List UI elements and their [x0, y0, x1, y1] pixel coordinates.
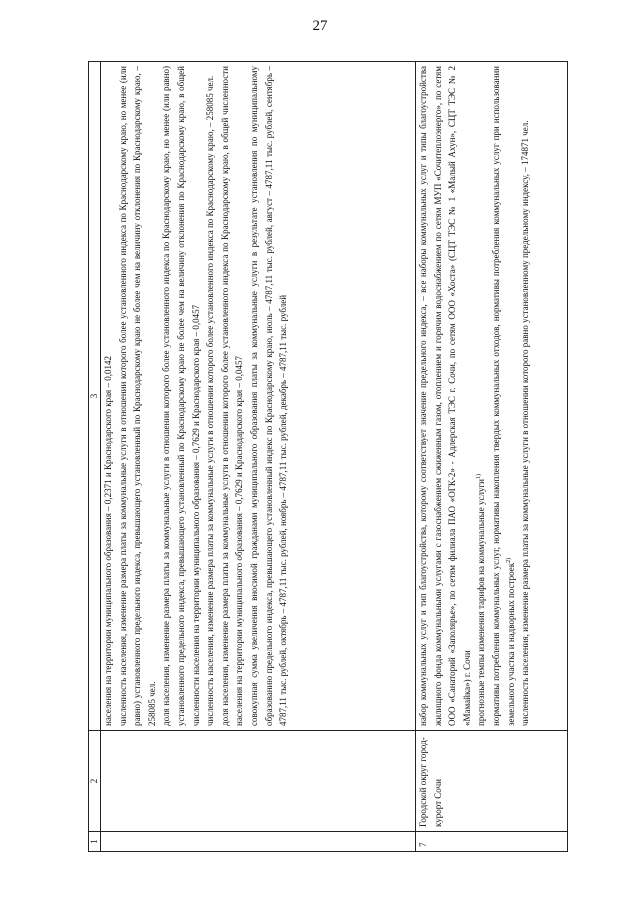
paragraph: доля населения, изменение размера платы за коммунальные услуги в отношении которого более установленного индекса по Краснодарскому краю, но менее (или равно) установленного предельного индекса, превышающего установленный по Краснодарскому краю не более чем на величину отклонения по Краснодарскому краю, в общей численности населения на территории муниципального образования – 0,7629 и Краснодарского края – 0,0457 — [161, 66, 201, 726]
paragraph — [474, 66, 489, 726]
data-table — [88, 61, 568, 852]
paragraph: численность населения, изменение размера платы за коммунальные услуги в отношении которого более установленного индекса по Краснодарскому краю, но менее (или равно) установленного предельного индекса, превышающего установленный по Краснодарскому краю не более чем на величину отклонения по Краснодарскому краю, – 258085 чел. — [117, 66, 157, 726]
footnote-marker: 2) — [505, 557, 512, 563]
header-col-indicators: 3 — [89, 62, 101, 731]
territory-cell: Городской округ город-курорт Сочи — [416, 731, 568, 832]
rotated-table-wrapper — [88, 62, 568, 852]
header-col-territory: 2 — [89, 731, 101, 832]
paragraph-text: нормативы потребления коммунальных услуг, нормативы накопления твердых коммунальных отходов, нормативы потребления коммунальных услуг при использовании земельного участка и надворных построек — [490, 66, 516, 726]
paragraph: доля населения, изменение размера платы за коммунальные услуги в отношении которого более установленного индекса по Краснодарскому краю, в общей численности населения на территории муниципального образования – 0,7629 и Краснодарского края – 0,0457 — [219, 66, 245, 726]
paragraph-text: прогнозные темпы изменения тарифов на коммунальные услуги — [476, 479, 487, 726]
row-number-cell — [101, 832, 416, 852]
indicators-cell — [416, 62, 568, 731]
paragraph: населения на территории муниципального образования – 0,2371 и Краснодарского края – 0,0142 — [103, 356, 113, 726]
row-number-cell: 7 — [416, 832, 568, 852]
table-row — [416, 62, 568, 852]
header-col-number: 1 — [89, 832, 101, 852]
paragraph: численность населения, изменение размера платы за коммунальные услуги в отношении которого более установленного индекса по Краснодарскому краю, – 258085 чел. — [205, 75, 216, 726]
page-number: 27 — [312, 18, 328, 34]
territory-cell — [101, 731, 416, 832]
paragraph: численность населения, изменение размера платы за коммунальные услуги в отношении которого равно установленному предельному индексу, – 174871 чел. — [520, 120, 531, 726]
table-row — [101, 62, 416, 852]
paragraph: набор коммунальных услуг и тип благоустройства, которому соответствует значение предельного индекса, – все наборы коммунальных услуг и типы благоустройства жилищного фонда коммунальными услугами с газоснабжением сжиженным газом, отоплением и горячим водоснабжением по сетям МУП «Сочитеплоэнерго», по сетям ООО «Санаторий «Заполярье», по сетям филиала ПАО «ОГК-2» - Адлерская ТЭС г. Сочи, по сетям ООО «Хоста» (СЦТ ТЭС № 1 «Малый Ахун», СЦТ ТЭС № 2 «Мамайка») г. Сочи — [418, 66, 472, 726]
indicators-cell — [101, 62, 416, 731]
footnote-marker: 1) — [476, 474, 483, 480]
paragraph — [489, 66, 518, 726]
table-header-row — [89, 62, 101, 852]
paragraph: совокупная сумма увеличения вносимой гражданами муниципального образования платы за коммунальные услуги в результате установления по муниципальному образованию предельного индекса, превышающего установленный индекс по Краснодарскому краю, июль – 4787,11 тыс. рублей, август – 4787,11 тыс. рублей, сентябрь – 4787,11 тыс. рублей, октябрь – 4787,11 тыс. рублей, ноябрь – 4787,11 тыс. рублей, декабрь – 4787,11 тыс. рублей — [248, 66, 289, 726]
